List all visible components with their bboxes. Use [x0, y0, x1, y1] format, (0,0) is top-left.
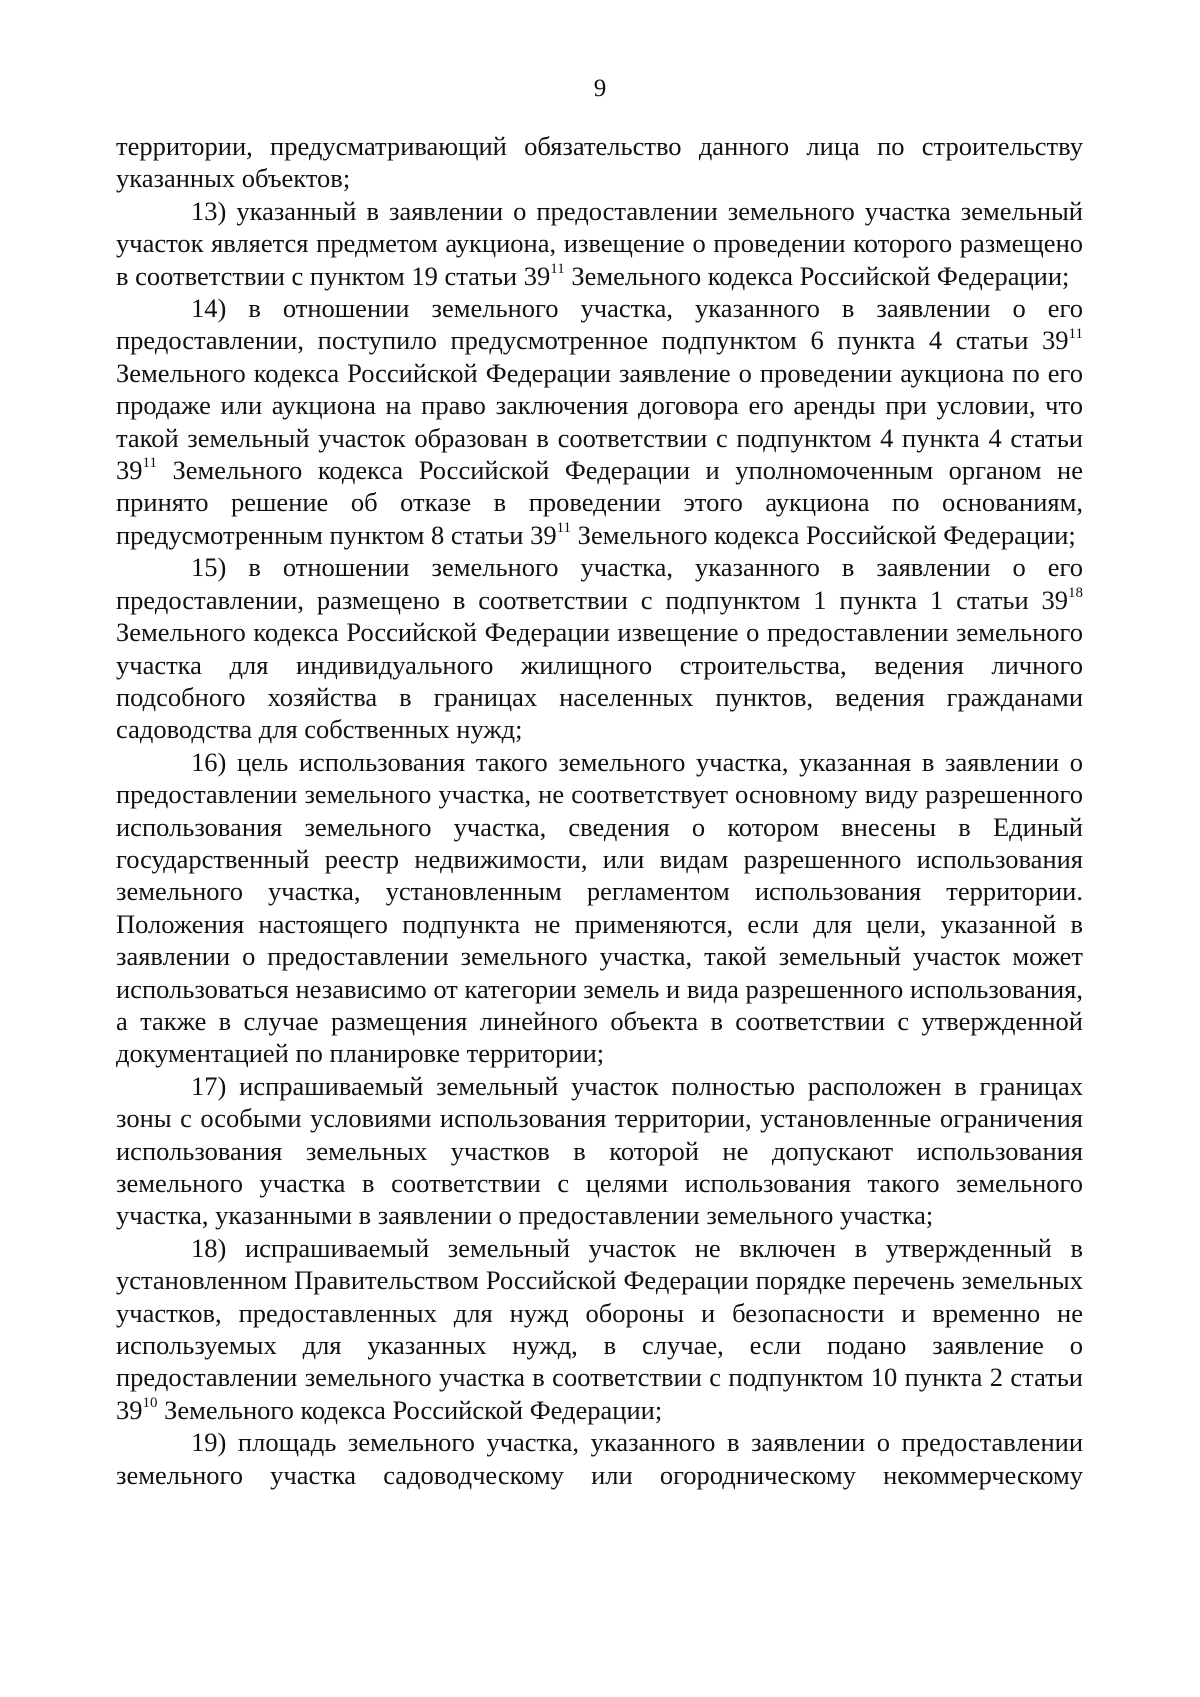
paragraph-text: Земельного кодекса Российской Федерации и уполномоченным органом не принято решение об отказе в проведении этого аукциона по основаниям, предусмотренным пунктом 8 статьи 39	[116, 455, 1083, 550]
paragraph-text: 13) указанный в заявлении о предоставлении земельного участка земельный участок является предметом аукциона, извещение о проведении которого размещено в соответствии с пунктом 19 статьи 39	[116, 195, 1083, 291]
list-item-17	[116, 1070, 1083, 1232]
paragraph-text: территории, предусматривающий обязательство данного лица по строительству указанных объектов;	[116, 131, 1083, 194]
superscript: 11	[550, 260, 565, 277]
superscript: 11	[1068, 325, 1083, 342]
superscript: 11	[142, 455, 157, 472]
paragraph-text: Земельного кодекса Российской Федерации;	[571, 519, 1076, 550]
paragraph-text: Земельного кодекса Российской Федерации;	[564, 260, 1070, 291]
paragraph-text: Земельного кодекса Российской Федерации извещение о предоставлении земельного участка для индивидуального жилищного строительства, ведения личного подсобного хозяйства в границах населенных пунктов, ведения гражданами садоводства для собственных нужд;	[116, 617, 1083, 745]
document-body	[116, 130, 1083, 1491]
list-item-16	[116, 746, 1083, 1070]
list-item-15	[116, 551, 1083, 745]
superscript: 10	[142, 1395, 158, 1412]
list-item-13	[116, 195, 1083, 292]
paragraph-text: 16) цель использования такого земельного участка, указанная в заявлении о предоставлении земельного участка, не соответствует основному виду разрешенного использования земельного участка, сведения о котором внесены в Единый государственный реестр недвижимости, или видам разрешенного использования земельного участка, установленным регламентом использования территории. Положения настоящего подпункта не применяются, если для цели, указанной в заявлении о предоставлении земельного участка, такой земельный участок может использоваться независимо от категории земель и вида разрешенного использования, а также в случае размещения линейного объекта в соответствии с утвержденной документацией по планировке территории;	[116, 746, 1083, 1069]
superscript: 18	[1068, 584, 1083, 601]
page-number: 9	[593, 75, 607, 102]
list-item-14	[116, 292, 1083, 551]
paragraph-text: Земельного кодекса Российской Федерации;	[157, 1394, 663, 1425]
list-item-19	[116, 1426, 1083, 1491]
paragraph-text: 19) площадь земельного участка, указанного в заявлении о предоставлении земельного участка садоводческому или огородническому некоммерческому	[116, 1427, 1083, 1490]
paragraph-text: 15) в отношении земельного участка, указанного в заявлении о его предоставлении, размещено в соответствии с подпунктом 1 пункта 1 статьи 39	[116, 552, 1083, 615]
paragraph-text: Земельного кодекса Российской Федерации заявление о проведении аукциона по его продаже или аукциона на право заключения договора его аренды при условии, что такой земельный участок образован в соответствии с подпунктом 4 пункта 4 статьи 39	[116, 357, 1083, 486]
paragraph-text: 18) испрашиваемый земельный участок не включен в утвержденный в установленном Правительством Российской Федерации порядке перечень земельных участков, предоставленных для нужд обороны и безопасности и временно не используемых для указанных нужд, в случае, если подано заявление о предоставлении земельного участка в соответствии с подпунктом 10 пункта 2 статьи 39	[116, 1232, 1083, 1425]
paragraph-text: 14) в отношении земельного участка, указанного в заявлении о его предоставлении, поступило предусмотренное подпунктом 6 пункта 4 статьи 39	[116, 293, 1083, 356]
list-item-18	[116, 1232, 1083, 1426]
superscript: 11	[556, 520, 572, 537]
paragraph-text: 17) испрашиваемый земельный участок полностью расположен в границах зоны с особыми условиями использования территории, установленные ограничения использования земельных участков в которой не допускают использования земельного участка в соответствии с целями использования такого земельного участка, указанными в заявлении о предоставлении земельного участка;	[116, 1070, 1083, 1231]
paragraph-continuation	[116, 130, 1083, 195]
